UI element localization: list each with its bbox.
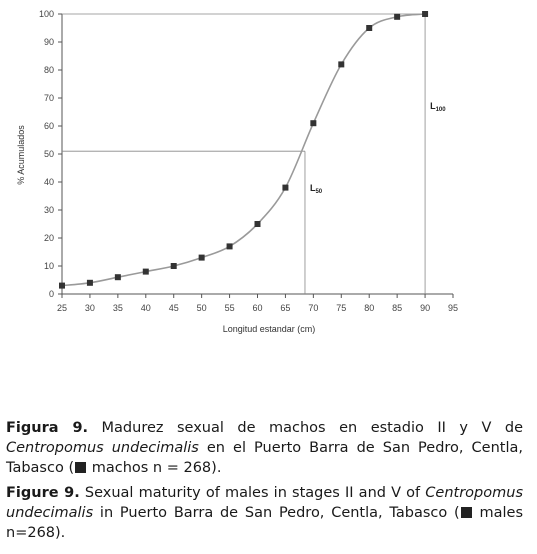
y-tick-label: 90 [43, 37, 54, 47]
chart-axes [58, 14, 453, 298]
y-axis-title: % Acumulados [16, 125, 26, 185]
x-tick-label: 35 [112, 303, 123, 313]
x-tick-label: 60 [252, 303, 263, 313]
y-tick-label: 30 [43, 205, 54, 215]
y-tick-label: 50 [43, 149, 54, 159]
data-point [338, 61, 344, 67]
caption-en-figure-label: Figure 9. [6, 485, 80, 501]
caption-spanish [6, 418, 523, 478]
caption-es-text-2: en el Puerto Barra de San Pedro, Centla, Tabasco ( [6, 440, 523, 476]
x-tick-label: 25 [56, 303, 68, 313]
data-point [310, 120, 316, 126]
caption-es-figure-label: Figura 9. [6, 420, 89, 436]
x-tick-label: 30 [84, 303, 95, 313]
x-tick-label: 85 [392, 303, 403, 313]
y-tick-label: 40 [43, 177, 54, 187]
reference-lines [62, 14, 425, 294]
x-tick-label: 95 [447, 303, 459, 313]
y-tick-label: 70 [43, 93, 54, 103]
x-axis-title: Longitud estandar (cm) [222, 324, 316, 334]
annotation-label: $L_{50}$ [309, 183, 323, 196]
data-point [143, 269, 149, 275]
caption-en-text-3: males n=268). [6, 505, 523, 541]
caption-es-species: Centropomus undecimalis [6, 440, 199, 456]
data-point [394, 14, 400, 20]
data-point [422, 11, 428, 17]
data-point [255, 221, 261, 227]
square-marker-icon [461, 507, 472, 518]
data-point [227, 243, 233, 249]
caption-en-text-2: in Puerto Barra de San Pedro, Centla, Tabasco ( [93, 505, 460, 521]
x-tick-label: 65 [280, 303, 291, 313]
data-point [199, 255, 205, 261]
x-tick-label: 45 [168, 303, 179, 313]
data-point [366, 25, 372, 31]
x-tick-label: 75 [336, 303, 347, 313]
caption-english [6, 483, 523, 543]
annotation-label: $L_{100}$ [430, 101, 446, 113]
x-tick-label: 50 [196, 303, 207, 313]
x-tick-label: 40 [140, 303, 151, 313]
data-point [171, 263, 177, 269]
data-point [87, 280, 93, 286]
y-tick-label: 0 [48, 289, 54, 299]
axis-labels [39, 9, 458, 313]
square-marker-icon [75, 462, 86, 473]
caption-en-text-1: Sexual maturity of males in stages II and V of [79, 485, 426, 501]
x-tick-label: 80 [364, 303, 375, 313]
y-tick-label: 60 [43, 121, 54, 131]
y-tick-label: 10 [43, 261, 54, 271]
caption-es-text-1: Madurez sexual de machos en estadio II y V de [88, 420, 523, 436]
x-tick-label: 90 [420, 303, 431, 313]
series-line [62, 14, 425, 286]
x-tick-label: 70 [308, 303, 319, 313]
data-point [282, 185, 288, 191]
data-point [59, 283, 65, 289]
data-points [59, 11, 428, 289]
y-tick-label: 80 [43, 65, 54, 75]
caption-es-text-3: machos n = 268). [87, 460, 222, 476]
caption-en-species: Centropomus undecimalis [6, 485, 523, 521]
fitted-curve [62, 14, 425, 286]
data-point [115, 274, 121, 280]
annotations [310, 101, 446, 195]
x-tick-label: 55 [224, 303, 235, 313]
y-tick-label: 20 [43, 233, 54, 243]
y-tick-label: 100 [38, 9, 54, 19]
